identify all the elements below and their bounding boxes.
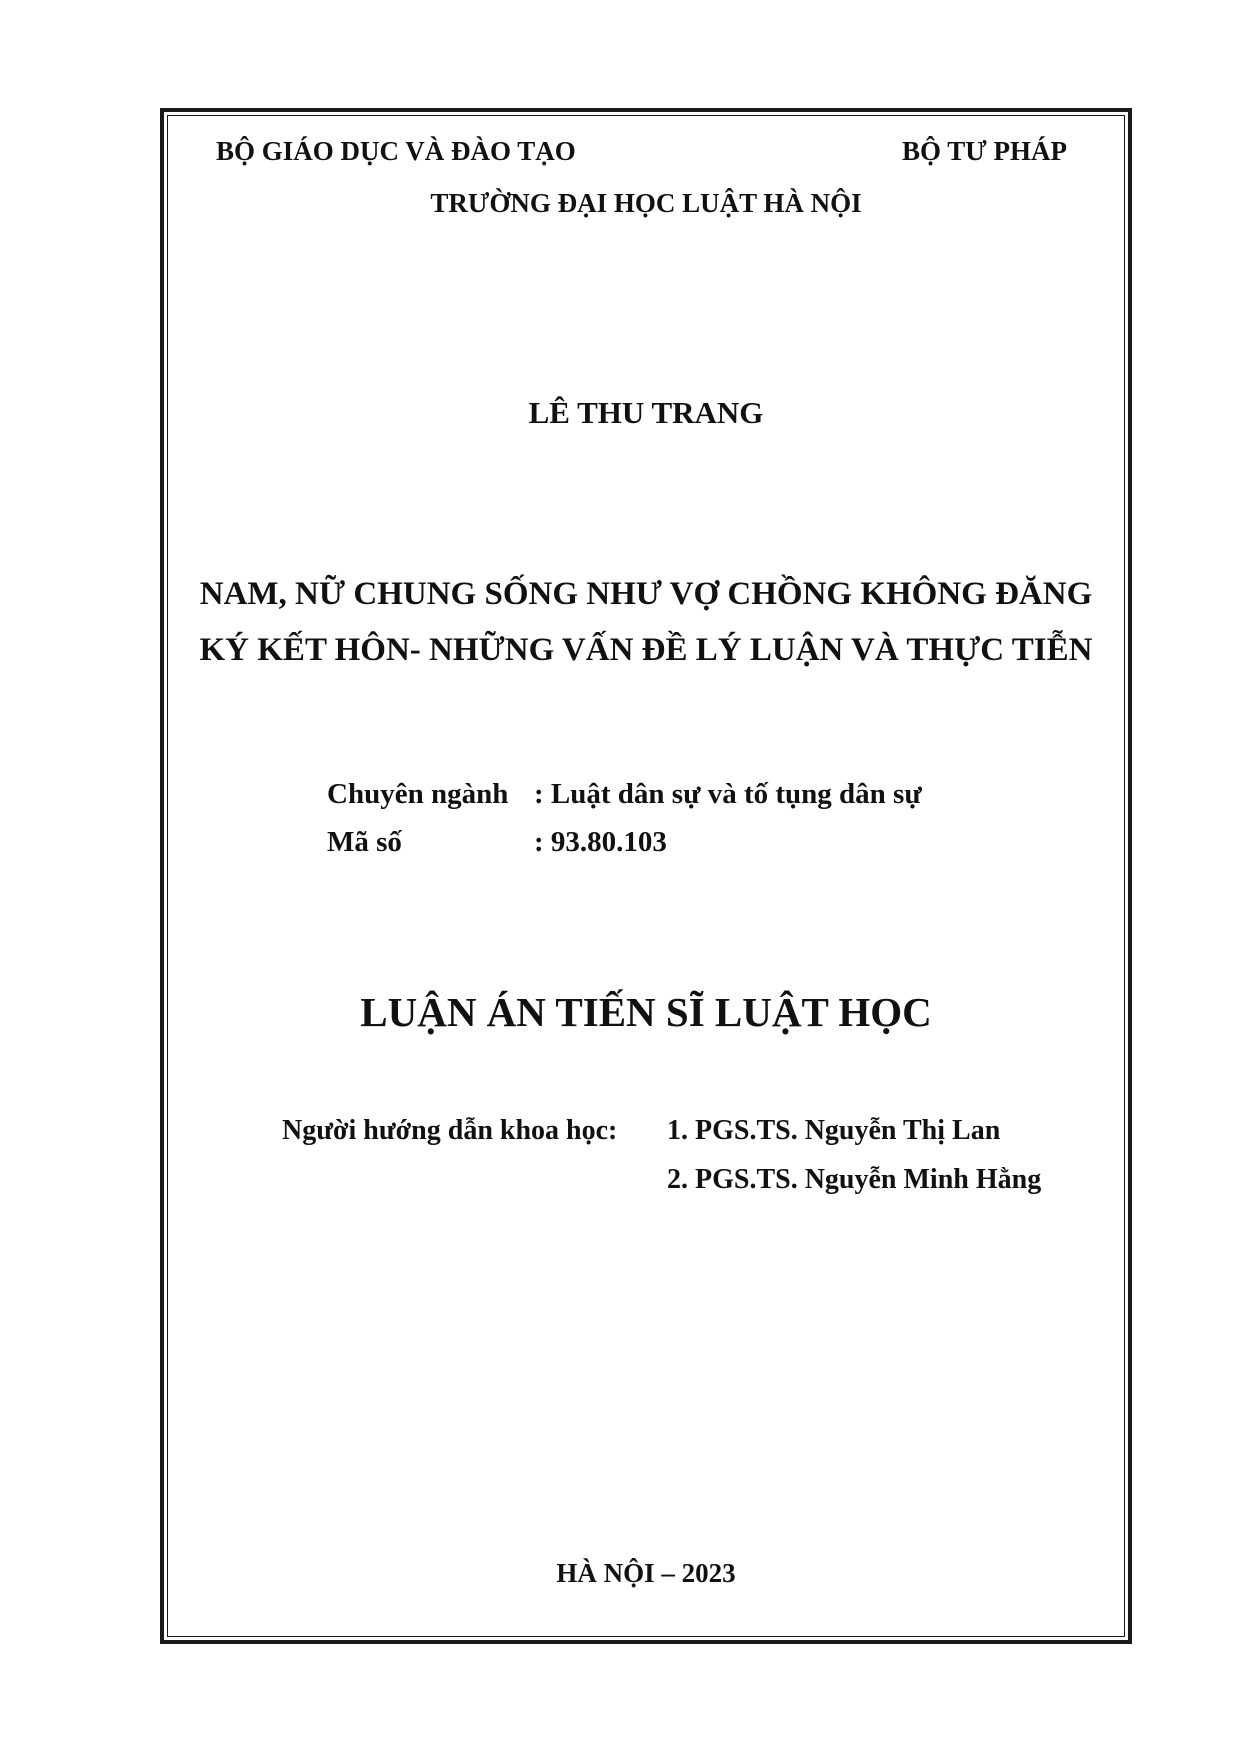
code-label: Mã số: [327, 826, 402, 858]
degree-title: LUẬN ÁN TIẾN SĨ LUẬT HỌC: [360, 989, 932, 1035]
ministry-education-label: BỘ GIÁO DỤC VÀ ĐÀO TẠO: [216, 136, 576, 166]
code-value: : 93.80.103: [534, 826, 667, 858]
page-border-inner: [167, 115, 1125, 1637]
place-and-year: HÀ NỘI – 2023: [556, 1558, 736, 1588]
advisor-item-1: 1. PGS.TS. Nguyễn Thị Lan: [667, 1115, 1001, 1146]
advisor-item-2: 2. PGS.TS. Nguyễn Minh Hằng: [667, 1164, 1042, 1195]
advisors-label: Người hướng dẫn khoa học:: [282, 1115, 618, 1146]
thesis-title-line-2: KÝ KẾT HÔN- NHỮNG VẤN ĐỀ LÝ LUẬN VÀ THỰC TIỄN: [199, 632, 1093, 668]
ministry-justice-label: BỘ TƯ PHÁP: [902, 136, 1068, 166]
author-name: LÊ THU TRANG: [528, 395, 764, 430]
thesis-title-line-1: NAM, NỮ CHUNG SỐNG NHƯ VỢ CHỒNG KHÔNG ĐĂNG: [199, 576, 1093, 612]
specialization-value: : Luật dân sự và tố tụng dân sự: [534, 778, 922, 810]
university-name: TRƯỜNG ĐẠI HỌC LUẬT HÀ NỘI: [430, 188, 862, 218]
specialization-label: Chuyên ngành: [327, 778, 509, 810]
